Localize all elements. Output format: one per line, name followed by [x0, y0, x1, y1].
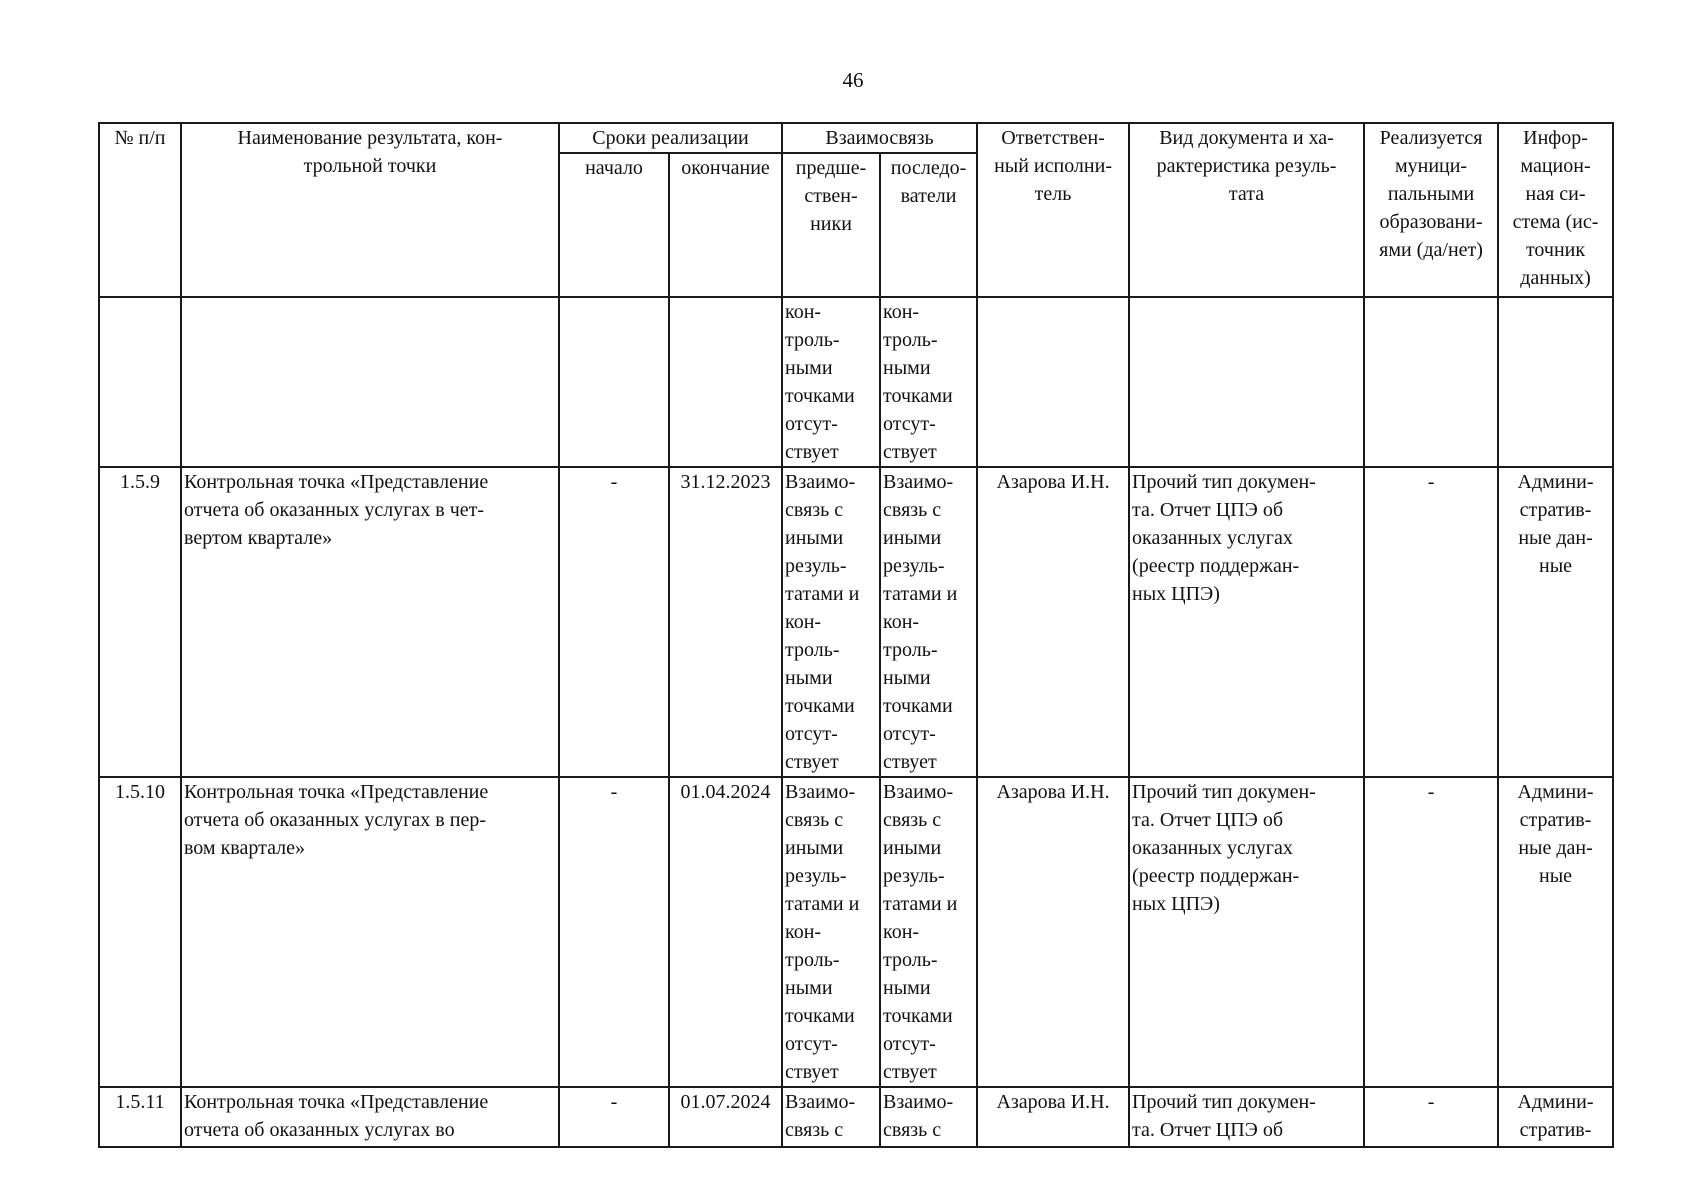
cell-start: - — [559, 467, 669, 777]
header-link: Взаимосвязь — [782, 123, 977, 153]
cell-document-type: Прочий тип докумен- та. Отчет ЦПЭ об — [1129, 1087, 1364, 1147]
header-terms: Сроки реализации — [559, 123, 782, 153]
cell-document-type: Прочий тип докумен- та. Отчет ЦПЭ об оказанных услугах (реестр поддержан- ных ЦПЭ) — [1129, 467, 1364, 777]
cell-info-system — [1498, 297, 1613, 467]
cell-responsible — [977, 297, 1129, 467]
cell-responsible: Азарова И.Н. — [977, 467, 1129, 777]
cell-info-system: Админи- стратив- ные дан- ные — [1498, 777, 1613, 1087]
table-row — [99, 1087, 1613, 1147]
cell-name: Контрольная точка «Представление отчета об оказанных услугах в чет- вертом квартале» — [181, 467, 559, 777]
header-info-system: Инфор- мацион- ная си- стема (ис- точник данных) — [1498, 123, 1613, 297]
header-start: начало — [559, 153, 669, 297]
cell-responsible: Азарова И.Н. — [977, 777, 1129, 1087]
cell-name: Контрольная точка «Представление отчета об оказанных услугах во — [181, 1087, 559, 1147]
cell-successors: Взаимо- связь с иными резуль- татами и кон- троль- ными точками отсут- ствует — [880, 467, 977, 777]
header-document-type: Вид документа и ха- рактеристика резуль- тата — [1129, 123, 1364, 297]
cell-end: 01.04.2024 — [669, 777, 782, 1087]
cell-municipal: - — [1364, 467, 1498, 777]
header-num: № п/п — [99, 123, 181, 297]
table-row — [99, 777, 1613, 1087]
cell-end: 31.12.2023 — [669, 467, 782, 777]
cell-start — [559, 297, 669, 467]
header-municipal: Реализуется муници- пальными образовани- ями (да/нет) — [1364, 123, 1498, 297]
header-successors: последо- ватели — [880, 153, 977, 297]
cell-end — [669, 297, 782, 467]
cell-num: 1.5.10 — [99, 777, 181, 1087]
cell-predecessors: Взаимо- связь с — [782, 1087, 880, 1147]
cell-successors: кон- троль- ными точками отсут- ствует — [880, 297, 977, 467]
header-name: Наименование результата, кон- трольной точки — [181, 123, 559, 297]
cell-municipal: - — [1364, 777, 1498, 1087]
table-row — [99, 467, 1613, 777]
cell-start: - — [559, 1087, 669, 1147]
page-number: 46 — [842, 68, 864, 92]
header-predecessors: предше- ствен- ники — [782, 153, 880, 297]
plan-table — [98, 122, 1614, 1148]
header-responsible: Ответствен- ный исполни- тель — [977, 123, 1129, 297]
cell-end: 01.07.2024 — [669, 1087, 782, 1147]
cell-successors: Взаимо- связь с — [880, 1087, 977, 1147]
cell-document-type — [1129, 297, 1364, 467]
cell-info-system: Админи- стратив- ные дан- ные — [1498, 467, 1613, 777]
cell-predecessors: кон- троль- ными точками отсут- ствует — [782, 297, 880, 467]
cell-num: 1.5.9 — [99, 467, 181, 777]
cell-predecessors: Взаимо- связь с иными резуль- татами и кон- троль- ными точками отсут- ствует — [782, 777, 880, 1087]
cell-predecessors: Взаимо- связь с иными резуль- татами и кон- троль- ными точками отсут- ствует — [782, 467, 880, 777]
cell-num: 1.5.11 — [99, 1087, 181, 1147]
cell-name: Контрольная точка «Представление отчета об оказанных услугах в пер- вом квартале» — [181, 777, 559, 1087]
cell-num — [99, 297, 181, 467]
cell-responsible: Азарова И.Н. — [977, 1087, 1129, 1147]
cell-name — [181, 297, 559, 467]
header-end: окончание — [669, 153, 782, 297]
cell-document-type: Прочий тип докумен- та. Отчет ЦПЭ об оказанных услугах (реестр поддержан- ных ЦПЭ) — [1129, 777, 1364, 1087]
cell-start: - — [559, 777, 669, 1087]
header-row-1 — [99, 123, 1613, 153]
cell-successors: Взаимо- связь с иными резуль- татами и кон- троль- ными точками отсут- ствует — [880, 777, 977, 1087]
cell-municipal: - — [1364, 1087, 1498, 1147]
cell-info-system: Админи- стратив- — [1498, 1087, 1613, 1147]
table-row-continuation — [99, 297, 1613, 467]
cell-municipal — [1364, 297, 1498, 467]
